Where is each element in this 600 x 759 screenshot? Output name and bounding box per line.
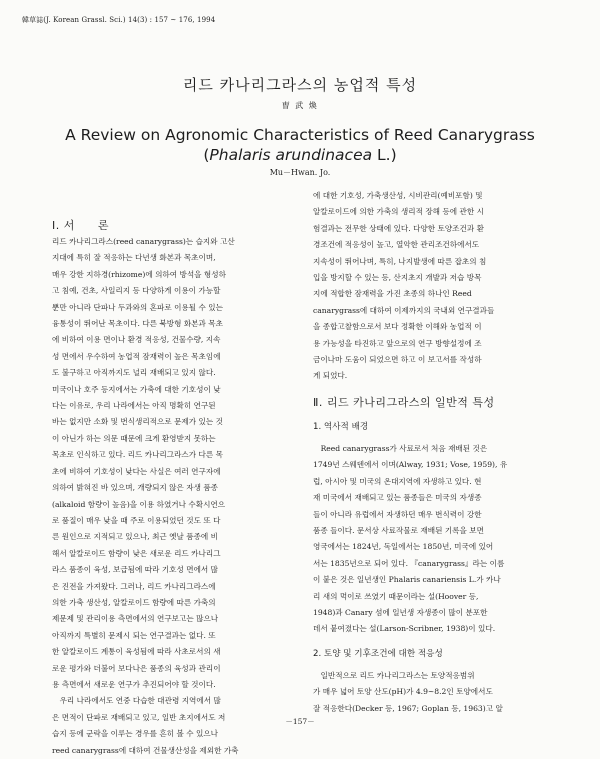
text-line: 성 면에서 우수하여 농업적 잠재력이 높은 목초임에: [52, 351, 221, 361]
text-line: 1948)과 Canary 섬에 일년생 자생종이 많이 분포한: [313, 607, 488, 617]
text-line: 입을 방지할 수 있는 등, 산지초지 개발과 저습 방목: [313, 273, 482, 283]
subsection-heading-adaptability: 2. 토양 및 기후조건에 대한 적응성: [313, 648, 443, 659]
text-line: 영국에서는 1824년, 독일에서는 1850년, 미국에 있어: [313, 542, 494, 552]
text-line: 에 비하여 이용 면이나 환경 적응성, 건물수량, 지속: [52, 335, 221, 345]
title-paren-close: L.): [372, 146, 397, 164]
text-line: 제문제 및 관리이용 측면에서의 연구보고는 많으나: [52, 614, 219, 624]
scientific-name: Phalaris arundinacea: [209, 146, 373, 164]
text-line: 뿐만 아니라 단파나 두과와의 혼파로 이용될 수 있는: [52, 302, 223, 312]
text-line: 용 측면에서 새로운 연구가 추진되어야 할 것이다.: [52, 679, 216, 689]
text-line: 1749년 스웨덴에서 이며(Alway, 1931; Vose, 1959), 유: [313, 460, 508, 470]
text-line: 다는 이유로, 우리 나라에서는 아직 명확히 연구된: [52, 401, 216, 411]
text-line: 은 면적이 단파로 재배되고 있고, 일반 초지에서도 저: [52, 712, 226, 722]
text-line: 로운 평가와 더불어 보다나은 품종의 육성과 관리이: [52, 663, 221, 673]
right-column-body-1: [313, 188, 568, 385]
text-line: 리 새의 먹이로 쓰였기 때문이라는 설(Hoover 등,: [313, 591, 479, 601]
text-line: 도 불구하고 아직까지도 널리 재배되고 있지 않다.: [52, 368, 216, 378]
text-line: 아직까지 특별히 문제시 되는 연구결과는 없다. 또: [52, 630, 216, 640]
journal-citation: 韓草誌(J. Korean Grassl. Sci.) 14(3) : 157 ~ 176, 1994: [22, 16, 216, 24]
text-line: 지속성이 뛰어나며, 특히, 나지발생에 따른 잡초의 침: [313, 256, 487, 266]
text-line: canarygrass에 대하여 이제까지의 국내외 연구결과들: [313, 305, 495, 315]
text-line: 을 종합고찰함으로서 보다 정확한 이해와 농업적 이: [313, 322, 482, 332]
left-column: [52, 218, 307, 759]
spacer: [313, 411, 568, 419]
right-column: [313, 188, 568, 717]
text-line: 이 붙은 것은 일년생인 Phalaris canariensis L.가 카나: [313, 575, 501, 585]
left-column-body: [52, 234, 307, 759]
section-heading-introduction: Ⅰ. 서 론: [52, 219, 109, 232]
text-line: 은 진전을 가져왔다. 그러나, 리드 카나리그라스에: [52, 581, 216, 591]
text-line: 지에 적합한 잠재력을 가진 초종의 하나인 Reed: [313, 289, 472, 299]
page-number: －157－: [285, 717, 315, 726]
text-line: 목초로 인식하고 있다. 리드 카나리그라스가 다른 목: [52, 450, 223, 460]
text-line: 용 가능성을 타진하고 앞으로의 연구 방향설정에 조: [313, 338, 482, 348]
spacer: [313, 385, 568, 395]
text-line: 고 침예, 건초, 사일리지 등 다양하게 이용이 가능할: [52, 286, 221, 296]
text-line: 매우 강한 지하경(rhizome)에 의하여 방석을 형성하: [52, 269, 226, 279]
text-line: 금이나마 도움이 되었으면 하고 이 보고서를 작성하: [313, 355, 482, 365]
text-line: 한 알칼로이드 계통이 육성됨에 따라 사초로서의 새: [52, 647, 221, 657]
text-line: (alkaloid 함량이 높음)을 이용 하였거나 수확시연으: [52, 499, 226, 509]
spacer: [313, 638, 568, 646]
text-line: 습지 등에 군락을 이루는 경우를 흔히 볼 수 있으나: [52, 729, 219, 739]
title-paren-open: (: [203, 146, 210, 164]
text-line: Reed canarygrass가 사료로서 처음 재배된 것은: [313, 443, 488, 453]
right-column-body-2: [313, 441, 568, 638]
text-line: 에 대한 기호성, 가축생산성, 시비관리(예비포함) 및: [313, 191, 483, 200]
text-line: 서는 1835년으로 되어 있다. 『canarygrass』라는 이름: [313, 558, 505, 568]
title-english: [0, 125, 600, 165]
author-english: Mu－Hwan. Jo.: [269, 168, 331, 177]
text-line: 의한 가축 생산성, 알칼로이드 함량에 따른 가축의: [52, 597, 216, 607]
text-line: 데서 붙여졌다는 설(Larson-Scribner, 1938)이 있다.: [313, 624, 496, 634]
text-line: 초에 비하여 기호성이 낮다는 사실은 여러 연구자에: [52, 466, 221, 476]
text-line: 럽, 아시아 및 미국의 온대지역에 자생하고 있다. 현: [313, 476, 482, 486]
text-line: 융통성이 뛰어난 목초이다. 다른 북방형 화본과 목초: [52, 319, 223, 329]
text-line: 가 매우 넓어 토양 산도(pH)가 4.9~8.2인 토양에서도: [313, 687, 493, 697]
text-line: 른 원인으로 지적되고 있으나, 최근 옛날 품종에 비: [52, 532, 219, 542]
text-line: 우리 나라에서도 연중 다습한 대관령 지역에서 많: [52, 696, 221, 706]
title-korean: 리드 카나리그라스의 농업적 특성: [182, 76, 418, 94]
text-line: 품종 들이다. 문서상 사료작물로 재배된 기록을 보면: [313, 525, 484, 535]
text-line: 로 품질이 매우 낮을 때 주로 이용되었던 것도 또 다: [52, 515, 221, 525]
text-line: 재 미국에서 재배되고 있는 품종들은 미국의 자생종: [313, 493, 482, 503]
right-column-body-3: [313, 668, 568, 717]
text-line: 이 아닌가 하는 의문 때문에 크게 환영받지 못하는: [52, 433, 216, 443]
text-line: 바는 없지만 소화 및 번식생리적으로 문제가 있는 것: [52, 417, 223, 427]
text-line: 미국이나 호주 등지에서는 가축에 대한 기호성이 낮: [52, 384, 221, 394]
text-line: 라스 품종이 육성, 보급됨에 따라 기호성 면에서 많: [52, 565, 219, 575]
text-line: 게 되었다.: [313, 371, 348, 381]
title-english-line2: [0, 145, 600, 165]
text-line: 들이 아니라 유럽에서 자생하던 매우 번식력이 강한: [313, 509, 482, 519]
text-line: 리드 카나리그라스(reed canarygrass)는 습지와 고산: [52, 237, 235, 246]
text-line: reed canarygrass에 대하여 건물생산성을 제외한 가축: [52, 745, 239, 755]
text-line: 험결과는 전무한 상태에 있다. 다양한 토양조건과 환: [313, 223, 484, 233]
author-korean: 曺 武 煥: [281, 101, 319, 110]
text-line: 의하여 밝혀진 바 있으며, 개량되지 않은 자생 품종: [52, 483, 219, 493]
text-line: 경조건에 적응성이 높고, 열악한 관리조건하에서도: [313, 240, 480, 250]
text-line: 일반적으로 리드 카나리그라스는 토양적응범위: [313, 670, 475, 680]
title-english-line1: A Review on Agronomic Characteristics of Reed Canarygrass: [65, 126, 535, 144]
text-line: 지대에 특히 잘 적응하는 다년생 화본과 목초이며,: [52, 253, 216, 263]
text-line: 잘 적응한다(Decker 등, 1967; Goplan 등, 1963)고 알: [313, 703, 503, 713]
text-line: 알칼로이드에 의한 가축의 생리적 장해 등에 관한 시: [313, 207, 484, 217]
subsection-heading-history: 1. 역사적 배경: [313, 421, 369, 432]
section-heading-general-characteristics: Ⅱ. 리드 카나리그라스의 일반적 특성: [313, 395, 495, 409]
text-line: 해서 알칼로이드 함량이 낮은 새로운 리드 카나리그: [52, 548, 221, 558]
